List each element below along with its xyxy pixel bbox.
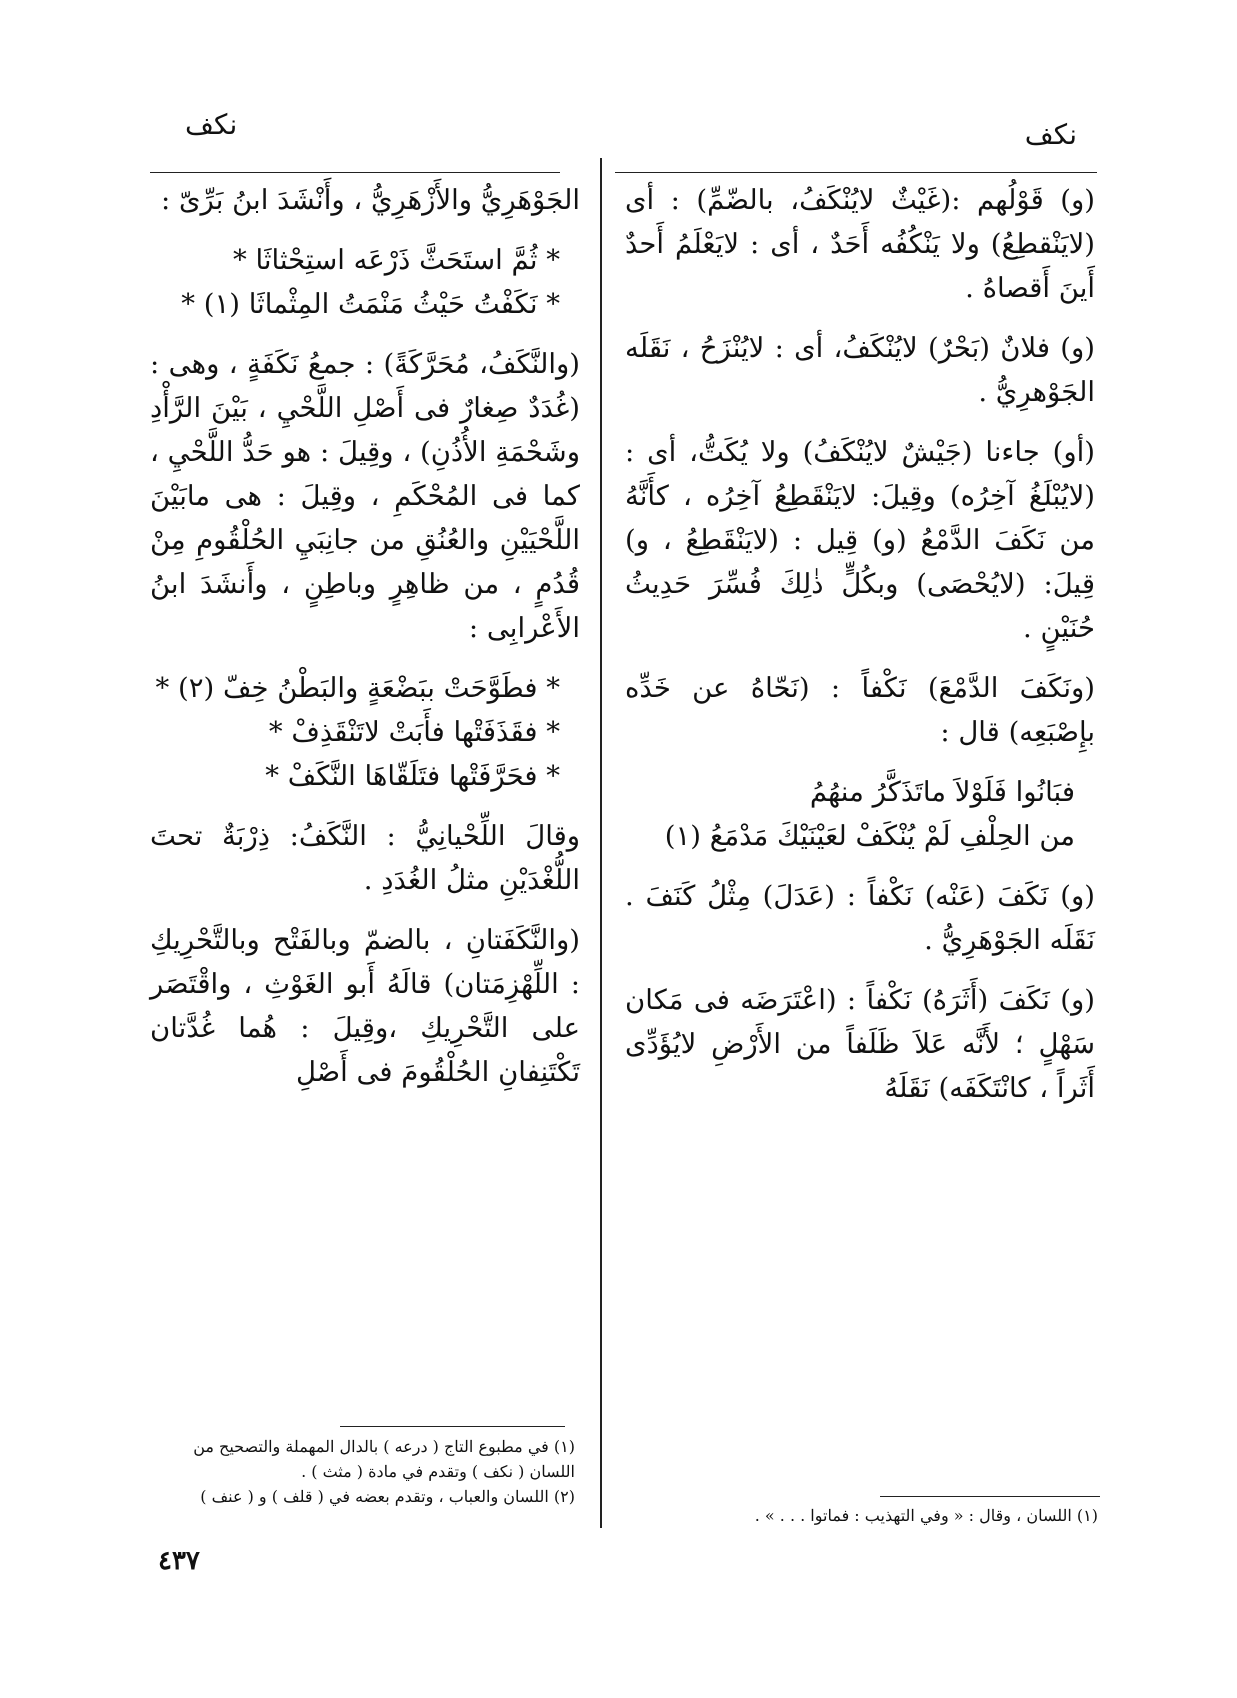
footnotes-left [150, 1434, 575, 1509]
right-paragraph: (و) نَكَفَ (عَنْه) نَكْفاً : (عَدَلَ) مِثْلُ كَنَفَ . نَقَلَه الجَوْهَرِيُّ . [625, 880, 1095, 956]
left-paragraph: وقالَ اللِّحْيانِيُّ : النَّكَفُ: ذِرْبَةٌ تحتَ اللُّغْدَيْنِ مثلُ الغُدَدِ . [150, 820, 580, 896]
footnote-rule-left [340, 1426, 565, 1427]
right-column [625, 178, 1095, 1126]
left-verse-1 [150, 238, 580, 326]
footnote: (٢) اللسان والعباب ، وتقدم بعضه في ( قلف ) و ( عنف ) [200, 1487, 575, 1506]
footnote-rule-right [880, 1496, 1100, 1497]
right-paragraph: (و) قَوْلُهم :(غَيْثٌ لايُنْكَفُ، بالضّمِّ) : أى (لايَنْقطِعُ) ولا يَنْكُفُه أَحَدٌ ، أى : لايَعْلَمُ أَحدٌ أَينَ أَقصاهُ . [625, 184, 1095, 304]
verse-line: * نَكَفْتُ حَيْثُ مَنْمَتُ المِثْماثَا (١) * [181, 288, 560, 320]
verse-line: * فطَوَّحَتْ ببَضْعَةٍ والبَطْنُ خِفّ (٢) * [155, 672, 560, 704]
page-number: ٤٣٧ [158, 1546, 200, 1576]
left-verse-2 [150, 666, 580, 798]
right-paragraph: (و) نَكَفَ (أَثَرَهُ) نَكْفاً : (اعْتَرَضَه فى مَكان سَهْلٍ ؛ لأَنَّه عَلاَ ظَلَفاً من الأَرْضِ لايُؤَدِّى أَثَراً ، كانْتَكَفَه) نَقَلَهُ [625, 984, 1095, 1104]
header-left-word: نكف [185, 108, 238, 141]
footnote: (١) في مطبوع التاج ( درعه ) بالدال المهملة والتصحيح من اللسان ( نكف ) وتقدم في مادة ( مثث ) . [193, 1437, 575, 1481]
left-column [150, 178, 580, 1110]
verse-line: * فقَذَفَتْها فأَبَتْ لاتَنْقَذِفْ * [268, 716, 560, 748]
verse-line: من الحِلْفِ لَمْ يُنْكَفْ لعَيْنَيْكَ مَدْمَعُ (١) [664, 820, 1075, 852]
left-paragraph: (والنَّكَفَتانِ ، بالضمّ وبالفَتْح وبالتَّحْرِيكِ : اللِّهْزِمَتان) قالَهُ أَبو الغَوْثِ ، واقْتَصَر على التَّحْرِيكِ ،وقِيلَ : هُما غُدَّتان تَكْتَنِفانِ الحُلْقُومَ فى أَصْلِ [150, 924, 580, 1088]
left-paragraph: (والنَّكَفُ، مُحَرَّكَةً) : جمعُ نَكَفَةٍ ، وهى : (غُدَدٌ صِغارٌ فى أَصْلِ اللَّحْيِ ، بَيْنَ الرَّأْدِ وشَحْمَةِ الأُذُنِ) ، وقِيلَ : هو حَدُّ اللَّحْيِ ، كما فى المُحْكَمِ ، وقِيلَ : هى مابَيْنَ اللَّحْيَيْنِ والعُنُقِ من جانِبَيِ الحُلْقُومِ مِنْ قُدُمٍ ، من ظاهِرٍ وباطِنٍ ، وأَنشَدَ ابنُ الأَعْرابِى : [150, 348, 580, 644]
column-divider [600, 158, 602, 1528]
top-rule-left [150, 172, 560, 173]
verse-line: * فحَرَّفَتْها فتَلَقّاهَا النَّكَفْ * [265, 760, 560, 792]
verse-line: فبَانُوا فَلَوْلاَ ماتَذَكَّرُ منهُمُ [809, 776, 1075, 808]
right-paragraph: (ونَكَفَ الدَّمْعَ) نَكْفاً : (نَحّاهُ عن خَدِّه بإِصْبَعِه) قال : [625, 672, 1095, 748]
top-rule-right [615, 172, 1097, 173]
right-paragraph: (و) فلانٌ (بَحْرٌ) لايُنْكَفُ، أى : لايُنْزَحُ ، نَقَلَه الجَوْهرِيُّ . [625, 332, 1095, 408]
right-verse [625, 770, 1095, 858]
footnote: (١) اللسان ، وقال : « وفي التهذيب : فماتوا . . . » . [754, 1506, 1098, 1525]
left-intro: الجَوْهَرِيُّ والأَزْهَرِيُّ ، وأَنْشَدَ ابنُ بَرِّىّ : [161, 184, 580, 216]
verse-line: * ثُمَّ استَحَثَّ ذَرْعَه استِحْثاثَا * [232, 244, 560, 276]
right-paragraph: (أو) جاءنا (جَيْشٌ لايُنْكَفُ) ولا يُكَتُّ، أى : (لايُبْلَغُ آخِرُه) وقِيلَ: لايَنْقَطِعُ آخِرُه ، كأَنَّهُ من نَكَفَ الدَّمْعُ (و) قِيل : (لايَنْقَطِعُ ، و) قِيلَ: (لايُحْصَى) وبكُلٍّ ذٰلِكَ فُسِّرَ حَدِيثُ حُنَيْنٍ . [625, 436, 1095, 644]
footnotes-right [620, 1503, 1098, 1528]
header-right-word: نكف [1024, 118, 1077, 151]
